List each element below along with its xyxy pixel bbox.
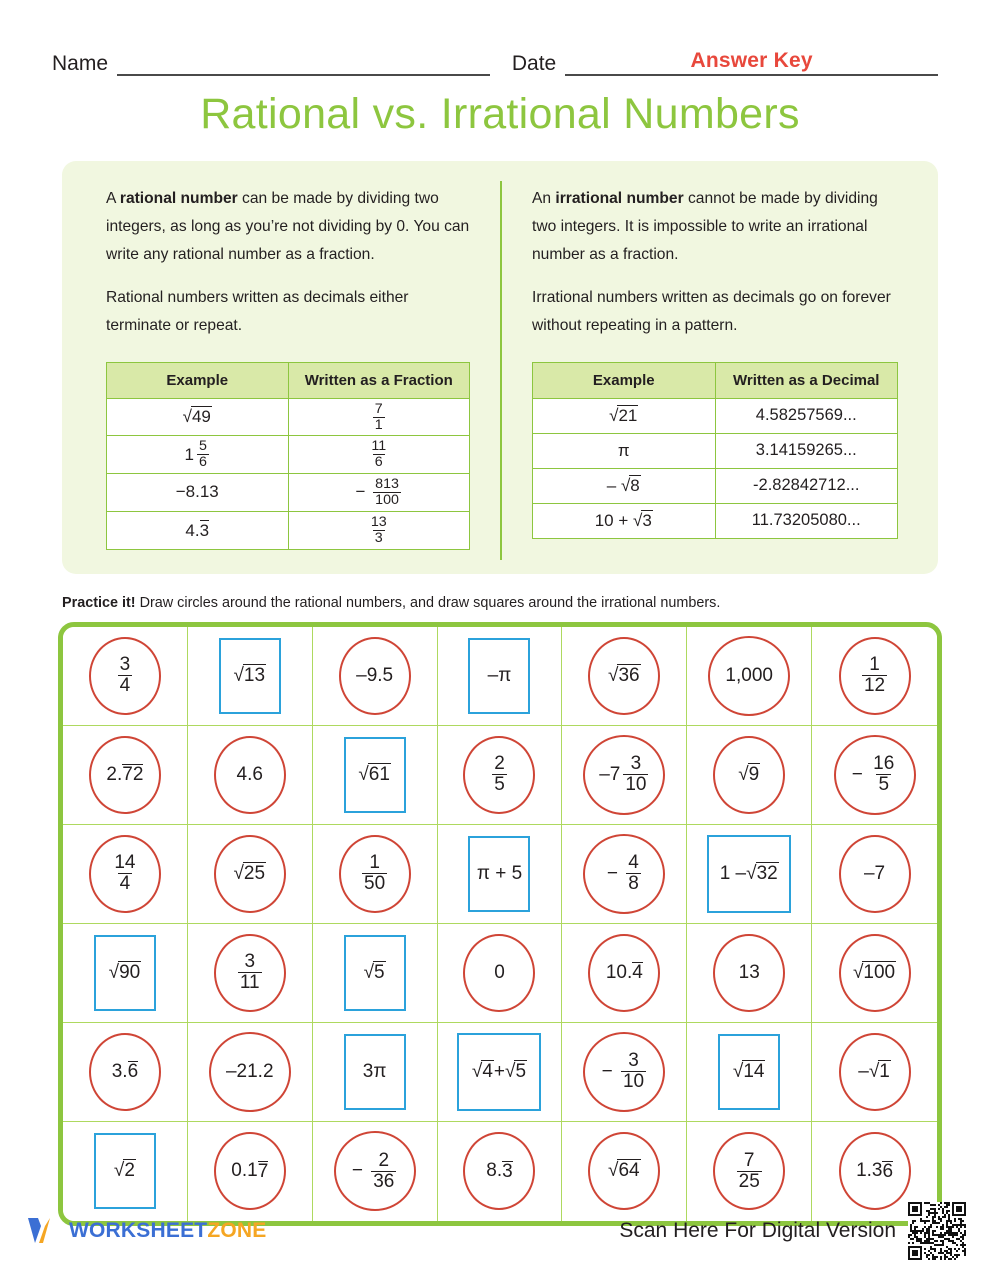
table-row — [533, 433, 898, 468]
rational-example-2 — [107, 436, 289, 474]
table-row — [107, 436, 470, 474]
cell-value — [599, 754, 649, 795]
rational-fraction-4 — [288, 511, 470, 549]
irrational-example-3: – √8 — [533, 468, 716, 503]
cell-value — [607, 853, 642, 894]
rational-circle-mark — [463, 736, 535, 814]
rational-circle-mark — [839, 1132, 911, 1210]
qr-code-icon[interactable] — [908, 1202, 966, 1260]
brand-zone: ZONE — [207, 1219, 267, 1242]
rational-circle-mark — [588, 1132, 660, 1210]
page-footer — [0, 1201, 1000, 1261]
signed-fraction — [491, 754, 508, 795]
irrational-def-lead: An — [532, 190, 556, 207]
rational-circle-mark — [89, 1033, 161, 1111]
repeating-bar: 3 — [199, 520, 210, 540]
practice-cell[interactable] — [313, 825, 438, 924]
table-row — [533, 468, 898, 503]
fraction-neg-813-over-100: − $\frac{813}{100}$ — [355, 476, 399, 508]
fraction: $\frac{14}{4}$ — [114, 852, 136, 894]
irrational-def-rest: cannot be made by dividing two integers. It is impossible to write an irrational number as a fraction. — [532, 190, 878, 263]
practice-cell[interactable] — [687, 924, 812, 1023]
cell-value — [861, 655, 888, 696]
practice-cell[interactable] — [438, 1023, 563, 1122]
fraction-11-over-6: $\frac{11}{6}$ — [371, 438, 387, 471]
mixed-1-5-6: 1 $\frac{5}{6}$ — [184, 438, 207, 471]
radical-icon: √32 — [746, 862, 778, 884]
irrational-square-mark — [468, 836, 530, 912]
rational-decimal-note: Rational numbers written as decimals either terminate or repeat. — [106, 289, 409, 334]
brand-worksheet: WORKSHEET — [69, 1219, 208, 1242]
cell-value — [733, 1062, 766, 1082]
rational-circle-mark — [463, 934, 535, 1012]
irrational-square-mark — [468, 638, 530, 714]
page-title: Rational vs. Irrational Numbers — [200, 90, 800, 138]
practice-cell[interactable] — [812, 627, 937, 726]
practice-cell[interactable] — [313, 924, 438, 1023]
practice-cell[interactable] — [687, 627, 812, 726]
practice-grid — [63, 627, 937, 1221]
worksheet-header — [0, 0, 1000, 76]
irrational-square-mark — [344, 737, 406, 813]
rational-circle-mark — [583, 1032, 665, 1112]
cell-value — [736, 1151, 763, 1192]
practice-cell[interactable] — [687, 726, 812, 825]
cell-value — [602, 1051, 648, 1092]
cell-value — [111, 853, 138, 894]
practice-cell[interactable] — [188, 627, 313, 726]
cell-value: –7 — [863, 862, 886, 884]
radical-icon: √1 — [868, 1060, 890, 1082]
cell-value: 4.6 — [236, 763, 263, 785]
practice-instruction — [62, 595, 938, 611]
irrational-square-mark — [344, 935, 406, 1011]
name-blank-line[interactable] — [117, 56, 490, 76]
scan-section[interactable] — [619, 1202, 966, 1260]
date-label: Date — [511, 52, 557, 75]
sqrt-49: √49 — [182, 407, 211, 427]
irrational-col-example: Example — [533, 362, 716, 398]
rational-circle-mark — [583, 735, 665, 815]
irrational-definition — [532, 185, 898, 268]
rational-circle-mark — [588, 934, 660, 1012]
date-blank-line[interactable] — [565, 49, 938, 76]
radical-icon: √9 — [738, 763, 760, 785]
practice-grid-container — [58, 622, 942, 1226]
practice-cell[interactable] — [562, 825, 687, 924]
practice-cell[interactable] — [562, 1023, 687, 1122]
rational-circle-mark — [713, 1132, 785, 1210]
irrational-decimal-4: 11.73205080... — [715, 503, 898, 538]
practice-cell[interactable] — [188, 924, 313, 1023]
fraction: $\frac{4}{8}$ — [628, 852, 639, 894]
rational-circle-mark — [839, 1033, 911, 1111]
practice-cell[interactable] — [438, 726, 563, 825]
irrational-col-decimal: Written as a Decimal — [715, 362, 898, 398]
repeating-bar: 6 — [882, 1160, 894, 1182]
rational-circle-mark — [839, 637, 911, 715]
practice-cell[interactable] — [812, 825, 937, 924]
practice-cell[interactable] — [438, 825, 563, 924]
irrational-decimal-3: -2.82842712... — [715, 468, 898, 503]
table-row — [107, 511, 470, 549]
cell-value — [352, 1151, 398, 1192]
rational-circle-mark — [463, 1132, 535, 1210]
rational-circle-mark — [583, 834, 665, 914]
scan-text: Scan Here For Digital Version — [619, 1219, 896, 1242]
signed-fraction — [111, 853, 138, 894]
signed-fraction: − $\frac{2}{36}$ — [351, 1149, 395, 1192]
table-row — [533, 503, 898, 538]
cell-value — [364, 963, 386, 983]
irrational-square-mark — [94, 1133, 156, 1209]
cell-value: 10. 4 — [605, 961, 643, 984]
rational-definition — [106, 185, 470, 268]
practice-cell[interactable] — [562, 627, 687, 726]
cell-value: √4 + √5 — [471, 1060, 527, 1082]
signed-fraction — [237, 952, 263, 993]
signed-fraction: − $\frac{4}{8}$ — [606, 852, 639, 894]
cell-value: 1.3 6 — [856, 1160, 894, 1182]
rational-circle-mark — [588, 637, 660, 715]
irrational-square-mark — [718, 1034, 780, 1110]
panel-divider — [500, 181, 502, 560]
radical-icon: √13 — [233, 664, 266, 686]
cell-value: 8. 3 — [486, 1160, 513, 1182]
cell-value: 1 – √32 — [719, 862, 778, 884]
practice-cell[interactable] — [438, 627, 563, 726]
name-label: Name — [52, 52, 109, 75]
radical-icon: √14 — [732, 1060, 765, 1082]
radical-icon: √90 — [108, 961, 141, 983]
irrational-square-mark — [707, 835, 791, 913]
rational-fraction-2 — [288, 436, 470, 474]
table-header-row — [533, 362, 898, 398]
practice-cell[interactable] — [63, 627, 188, 726]
rational-circle-mark — [209, 1032, 291, 1112]
sqrt-21: √21 — [609, 405, 638, 425]
irrational-square-mark — [344, 1034, 406, 1110]
cell-value — [738, 765, 760, 785]
radical-icon: √25 — [233, 862, 266, 884]
irrational-decimal-2: 3.14159265... — [715, 433, 898, 468]
signed-fraction — [861, 655, 888, 696]
fraction: $\frac{1}{12}$ — [863, 654, 886, 696]
practice-cell[interactable] — [313, 627, 438, 726]
rational-example-3: −8.13 — [107, 474, 289, 512]
rational-term: rational number — [119, 190, 238, 207]
practice-cell[interactable] — [313, 726, 438, 825]
rational-example-1 — [107, 398, 289, 436]
table-header-row — [107, 362, 470, 398]
practice-cell[interactable] — [687, 825, 812, 924]
fraction: $\frac{1}{50}$ — [364, 852, 386, 894]
brand-text — [69, 1219, 266, 1243]
signed-fraction: − $\frac{3}{10}$ — [601, 1050, 645, 1092]
irrational-square-mark — [219, 638, 281, 714]
logo-w-icon — [26, 1216, 60, 1246]
practice-cell[interactable] — [63, 726, 188, 825]
fraction: $\frac{3}{10}$ — [622, 1050, 645, 1092]
rational-circle-mark — [713, 934, 785, 1012]
answer-key-text: Answer Key — [690, 49, 813, 72]
table-row — [107, 474, 470, 512]
mixed-number: –7 $\frac{3}{10}$ — [599, 753, 647, 795]
practice-cell[interactable] — [812, 726, 937, 825]
rational-circle-mark — [713, 736, 785, 814]
rational-circle-mark — [214, 934, 286, 1012]
practice-cell[interactable] — [313, 1023, 438, 1122]
rational-circle-mark — [339, 835, 411, 913]
radical-icon: √100 — [852, 961, 896, 983]
cell-value — [358, 765, 391, 785]
cell-value: 0.1 7 — [231, 1160, 269, 1182]
fraction-13-over-3: $\frac{13}{3}$ — [370, 513, 387, 546]
repeating-bar: 72 — [122, 764, 144, 786]
irrational-example-2: π — [533, 433, 716, 468]
cell-value: 13 — [738, 961, 760, 983]
cell-value — [853, 963, 896, 983]
practice-text: Draw circles around the rational numbers, and draw squares around the irrational numbers. — [139, 594, 721, 611]
fraction: $\frac{3}{10}$ — [625, 753, 647, 795]
radical-icon: √4 — [471, 1060, 493, 1082]
practice-cell[interactable] — [687, 1023, 812, 1122]
cell-value — [114, 1161, 136, 1181]
rational-circle-mark — [89, 637, 161, 715]
rational-col-example: Example — [107, 362, 289, 398]
table-row — [107, 398, 470, 436]
rational-circle-mark — [334, 1131, 416, 1211]
irrational-decimal-note: Irrational numbers written as decimals go on forever without repeating in a pattern. — [532, 289, 891, 334]
worksheet-zone-logo[interactable] — [26, 1216, 266, 1246]
practice-cell[interactable] — [438, 924, 563, 1023]
cell-value — [608, 1161, 641, 1181]
table-row — [533, 398, 898, 433]
fraction-7-over-1: $\frac{7}{1}$ — [374, 400, 383, 433]
fraction: $\frac{2}{5}$ — [494, 753, 505, 795]
rational-circle-mark — [89, 736, 161, 814]
repeating-bar: 4 — [632, 962, 643, 984]
rational-example-4: 4.3 — [107, 511, 289, 549]
fraction: $\frac{7}{25}$ — [738, 1149, 760, 1192]
cell-value: 3π — [362, 1060, 387, 1082]
rational-def-rest: can be made by dividing two integers, as long as you’re not dividing by 0. You can write any rational number as a fraction. — [106, 190, 470, 263]
rational-circle-mark — [214, 1132, 286, 1210]
rational-circle-mark — [339, 637, 411, 715]
practice-cell[interactable] — [188, 1023, 313, 1122]
irrational-example-4: 10 + √3 — [533, 503, 716, 538]
repeating-bar: 3 — [502, 1160, 513, 1182]
rational-circle-mark — [708, 636, 790, 716]
cell-value: 0 — [494, 961, 505, 983]
cell-value: –π — [487, 664, 512, 686]
cell-value — [608, 666, 641, 686]
fraction: $\frac{2}{36}$ — [373, 1149, 395, 1192]
cell-value: π + 5 — [476, 862, 523, 884]
cell-value — [852, 754, 898, 795]
radical-icon: √5 — [363, 961, 385, 983]
practice-cell[interactable] — [188, 726, 313, 825]
practice-cell[interactable] — [812, 924, 937, 1023]
irrational-square-mark — [457, 1033, 541, 1111]
fraction: $\frac{3}{11}$ — [239, 951, 260, 993]
practice-cell[interactable] — [812, 1023, 937, 1122]
irrational-example-table — [532, 362, 898, 539]
rational-fraction-1 — [288, 398, 470, 436]
rational-fraction-3 — [288, 474, 470, 512]
radical-icon: √2 — [113, 1160, 135, 1182]
cell-value — [233, 864, 266, 884]
practice-label: Practice it! — [62, 594, 136, 611]
irrational-term: irrational number — [555, 190, 684, 207]
signed-fraction: − $\frac{16}{5}$ — [851, 753, 895, 795]
signed-fraction — [361, 853, 388, 894]
cell-value — [361, 853, 388, 894]
rational-def-lead: A — [106, 190, 120, 207]
signed-fraction — [736, 1151, 763, 1192]
cell-value: 1,000 — [725, 664, 773, 686]
rational-example-table — [106, 362, 470, 550]
cell-value: 2. 72 — [106, 763, 144, 786]
rational-circle-mark — [214, 835, 286, 913]
radical-icon: √61 — [358, 763, 390, 785]
irrational-example-1 — [533, 398, 716, 433]
fraction: $\frac{3}{4}$ — [119, 654, 131, 696]
cell-value — [109, 963, 142, 983]
repeating-bar: 7 — [257, 1160, 269, 1182]
cell-value: – √1 — [858, 1060, 890, 1082]
rational-column — [88, 185, 500, 550]
practice-cell[interactable] — [63, 825, 188, 924]
rational-circle-mark — [834, 735, 916, 815]
practice-cell[interactable] — [63, 924, 188, 1023]
radical-icon: √36 — [608, 664, 640, 686]
practice-cell[interactable] — [63, 1023, 188, 1122]
cell-value: –21.2 — [225, 1060, 274, 1082]
sqrt-8: √8 — [620, 475, 640, 495]
practice-cell[interactable] — [562, 726, 687, 825]
irrational-column — [500, 185, 912, 550]
rational-circle-mark — [839, 835, 911, 913]
irrational-square-mark — [94, 935, 156, 1011]
rational-circle-mark — [214, 736, 286, 814]
definitions-panel — [62, 161, 938, 574]
cell-value: –9.5 — [356, 664, 394, 686]
cell-value — [237, 952, 263, 993]
rational-circle-mark — [839, 934, 911, 1012]
fraction: $\frac{16}{5}$ — [873, 753, 895, 795]
rational-col-fraction: Written as a Fraction — [288, 362, 470, 398]
rational-circle-mark — [89, 835, 161, 913]
sqrt-3: √3 — [632, 510, 652, 530]
irrational-decimal-1: 4.58257569... — [715, 398, 898, 433]
radical-icon: √64 — [608, 1160, 640, 1182]
cell-value: 3. 6 — [111, 1060, 139, 1083]
signed-fraction — [117, 655, 134, 696]
cell-value — [233, 666, 266, 686]
practice-cell[interactable] — [562, 924, 687, 1023]
radical-icon: √5 — [505, 1060, 527, 1082]
practice-cell[interactable] — [188, 825, 313, 924]
cell-value — [491, 754, 508, 795]
cell-value — [117, 655, 134, 696]
repeating-bar: 6 — [127, 1061, 139, 1083]
